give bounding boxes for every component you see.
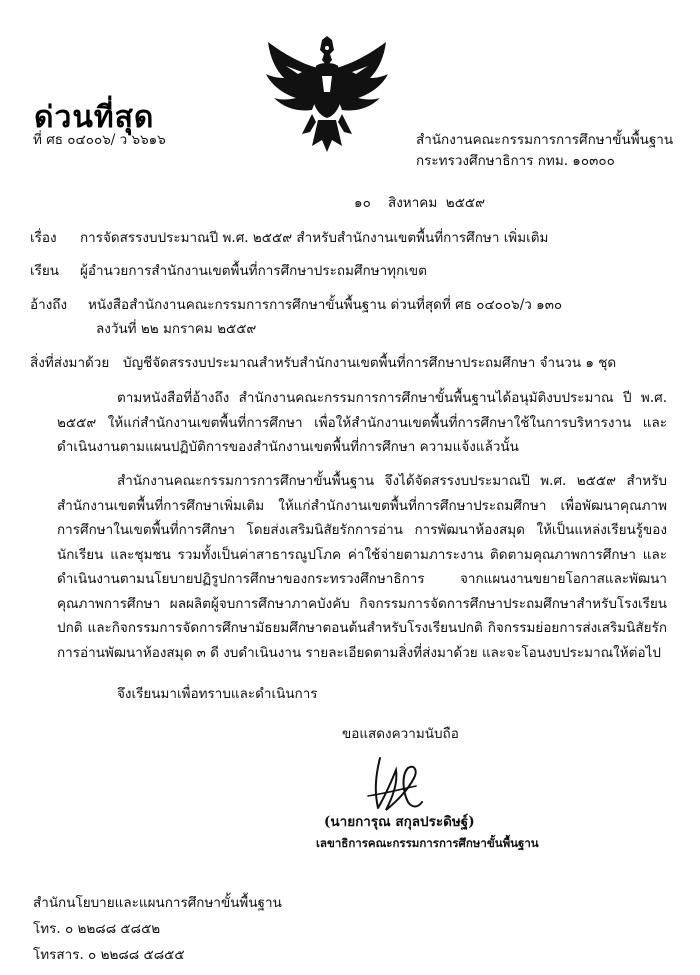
document-date: ๑๐ สิงหาคม ๒๕๕๙ [354, 195, 486, 211]
office-name: สำนักงานคณะกรรมการการศึกษาขั้นพื้นฐาน [416, 132, 674, 148]
to-label: เรียน [30, 263, 60, 279]
body-paragraph-2: สำนักงานคณะกรรมการการศึกษาขั้นพื้นฐาน จึงได้จัดสรรงบประมาณปี พ.ศ. ๒๕๕๙ สำหรับสำนักงานเขตพื้นที่การศึกษาเพิ่มเติม ให้แก่สำนักงานเขตพื้นที่การศึกษาประถมศึกษา เพื่อพัฒนาคุณภาพการศึกษาในเขตพื้นที่การศึกษา โดยส่งเสริมนิสัยรักการอ่าน การพัฒนาห้องสมุด ให้เป็นแหล่งเรียนรู้ของนักเรียน และชุมชน รวมทั้งเป็นค่าสาธารณูปโภค ค่าใช้จ่ายตามภาระงาน ติดตามคุณภาพการศึกษา และดำเนินงานตามนโยบายปฏิรูปการศึกษาของกระทรวงศึกษาธิการ จากแผนงานขยายโอกาสและพัฒนาคุณภาพการศึกษา ผลผลิตผู้จบการศึกษาภาคบังคับ กิจกรรมการจัดการศึกษาประถมศึกษาสำหรับโรงเรียนปกติ และกิจกรรมการจัดการศึกษามัธยมศึกษาตอนต้นสำหรับโรงเรียนปกติ กิจกรรมย่อยการส่งเสริมนิสัยรักการอ่านพัฒนาห้องสมุด ๓ ดี งบดำเนินงาน รายละเอียดตามสิ่งที่ส่งมาด้วย และจะโอนงบประมาณให้ต่อไป [57, 473, 667, 661]
signer-title: เลขาธิการคณะกรรมการการศึกษาขั้นพื้นฐาน [316, 836, 539, 850]
body-paragraph-3: จึงเรียนมาเพื่อทราบและดำเนินการ [117, 686, 318, 702]
reference-label: อ้างถึง [30, 297, 68, 313]
subject-label: เรื่อง [30, 230, 57, 246]
office-address: กระทรวงศึกษาธิการ กทม. ๑๐๓๐๐ [416, 153, 615, 169]
reference-line2: ลงวันที่ ๒๒ มกราคม ๒๕๕๙ [96, 321, 257, 337]
subject-text: การจัดสรรงบประมาณปี พ.ศ. ๒๕๕๙ สำหรับสำนักงานเขตพื้นที่การศึกษา เพิ่มเติม [80, 230, 549, 246]
enclosure-label: สิ่งที่ส่งมาด้วย [30, 355, 110, 371]
footer-bureau: สำนักนโยบายและแผนการศึกษาขั้นพื้นฐาน [33, 895, 282, 911]
reference-line1: หนังสือสำนักงานคณะกรรมการการศึกษาขั้นพื้นฐาน ด่วนที่สุดที่ ศธ ๐๔๐๐๖/ว ๑๓๐ [88, 297, 563, 313]
footer-phone: โทร. ๐ ๒๒๘๘ ๕๘๕๒ [33, 921, 161, 937]
body-paragraph-1: ตามหนังสือที่อ้างถึง สำนักงานคณะกรรมการการศึกษาขั้นพื้นฐานได้อนุมัติงบประมาณ ปี พ.ศ. ๒๕๕๙ ให้แก่สำนักงานเขตพื้นที่การศึกษา เพื่อให้สำนักงานเขตพื้นที่การศึกษาใช้ในการบริหารงาน และดำเนินงานตามแผนปฏิบัติการของสำนักงานเขตพื้นที่การศึกษา ความแจ้งแล้วนั้น [57, 390, 667, 455]
to-text: ผู้อำนวยการสำนักงานเขตพื้นที่การศึกษาประถมศึกษาทุกเขต [80, 263, 427, 279]
document-number: ที่ ศธ ๐๔๐๐๖/ ว ๖๖๑๖ [33, 132, 166, 148]
garuda-emblem-icon [262, 36, 392, 154]
signer-name: (นายการุณ สกุลประดิษฐ์) [324, 814, 475, 830]
footer-fax: โทรสาร. ๐ ๒๒๘๘ ๕๘๕๕ [33, 947, 185, 963]
enclosure-text: บัญชีจัดสรรงบประมาณสำหรับสำนักงานเขตพื้นที่การศึกษาประถมศึกษา จำนวน ๑ ชุด [123, 355, 617, 371]
signature-image [362, 750, 432, 820]
closing-regards: ขอแสดงความนับถือ [342, 726, 459, 742]
urgency-heading: ด่วนที่สุด [34, 100, 155, 135]
